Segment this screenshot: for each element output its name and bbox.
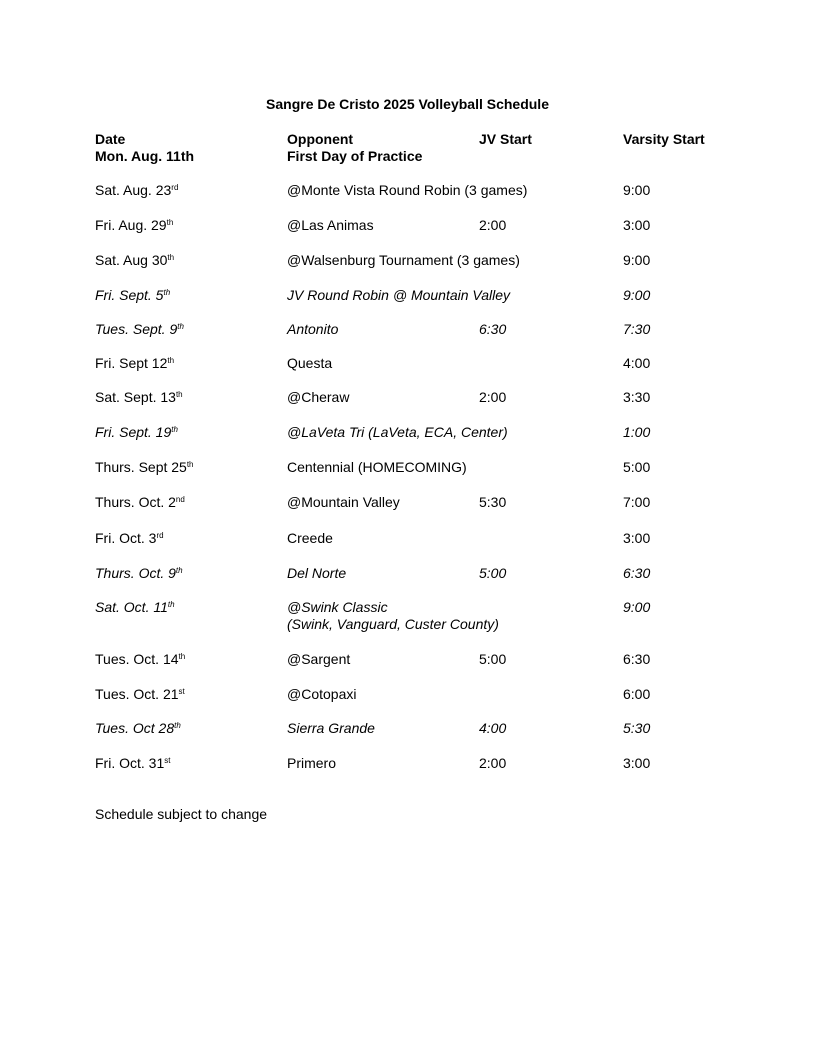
date-ordinal-suffix: th [175,390,183,399]
game-date-text: Fri. Oct. 31 [95,755,165,771]
date-ordinal-suffix: th [163,288,171,297]
opponent-text: Centennial (HOMECOMING) [287,459,467,475]
game-date-text: Tues. Oct 28 [95,720,175,736]
opponent [287,252,520,269]
varsity-start-time: 9:00 [623,599,651,615]
opponent-text: @Walsenburg Tournament (3 games) [287,252,520,268]
game-date [95,599,175,616]
varsity-start-time: 9:00 [623,182,651,198]
opponent [287,321,338,338]
game-date-text: Thurs. Sept 25 [95,459,187,475]
opponent [287,651,350,668]
game-date-text: Tues. Oct. 14 [95,651,179,667]
opponent-detail: (Swink, Vanguard, Custer County) [287,616,499,632]
varsity-start-time: 6:00 [623,686,651,702]
date-ordinal-suffix: th [167,253,175,262]
opponent [287,182,527,199]
game-date-text: Fri. Aug. 29 [95,217,167,233]
opponent-text: @Cotopaxi [287,686,357,702]
game-date-text: Thurs. Oct. 9 [95,565,176,581]
opponent [287,565,346,582]
date-ordinal-suffix: nd [175,495,185,504]
varsity-start-time: 3:00 [623,755,651,771]
opponent-text: @Las Animas [287,217,374,233]
schedule-note: Schedule subject to change [95,806,268,822]
opponent [287,424,508,441]
opponent-column-header [287,131,422,165]
game-date [95,389,183,406]
opponent-text: JV Round Robin @ Mountain Valley [287,287,511,303]
varsity-start-time: 9:00 [623,252,651,268]
opponent [287,287,510,304]
jv-start-time: 2:00 [479,389,507,405]
opponent [287,217,374,234]
date-ordinal-suffix: th [175,566,183,575]
opponent-text: @LaVeta Tri (LaVeta, ECA, Center) [287,424,508,440]
game-date-text: Thurs. Oct. 2 [95,494,176,510]
varsity-start-time: 3:30 [623,389,651,405]
opponent-text: Del Norte [287,565,347,581]
date-ordinal-suffix: th [171,425,178,434]
game-date-text: Fri. Sept. 19 [95,424,172,440]
game-date [95,182,178,199]
date-ordinal-suffix: st [178,687,185,696]
jv-start-time: 2:00 [479,755,507,771]
opponent-text: Sierra Grande [287,720,375,736]
opponent-text: @Swink Classic [287,599,388,615]
game-date-text: Sat. Aug 30 [95,252,168,268]
jv-start-time: 2:00 [479,217,507,233]
varsity-start-time: 5:30 [623,720,651,736]
date-ordinal-suffix: th [174,721,181,730]
date-ordinal-suffix: rd [171,183,179,192]
varsity-start-time: 3:00 [623,217,651,233]
date-column-header [95,131,194,165]
opponent-text: Questa [287,355,333,371]
opponent-text: @Mountain Valley [287,494,400,510]
opponent-text: Creede [287,530,333,546]
opponent-text: Antonito [287,321,339,337]
jv-start-time: 5:00 [479,565,507,581]
jv-start-header: JV Start [479,131,532,147]
game-date [95,355,174,372]
game-date [95,287,170,304]
opponent-text: @Monte Vista Round Robin (3 games) [287,182,528,198]
jv-start-time: 5:30 [479,494,507,510]
game-date [95,686,185,703]
game-date-text: Fri. Oct. 3 [95,530,157,546]
game-date [95,720,181,737]
date-ordinal-suffix: th [186,460,194,469]
game-date-text: Sat. Sept. 13 [95,389,176,405]
opponent-text: Primero [287,755,337,771]
game-date-text: Tues. Sept. 9 [95,321,178,337]
varsity-start-time: 7:00 [623,494,651,510]
opponent [287,755,336,772]
varsity-start-time: 4:00 [623,355,651,371]
game-date [95,252,174,269]
page-title: Sangre De Cristo 2025 Volleyball Schedule [266,96,549,112]
first-practice-label: First Day of Practice [287,148,423,164]
opponent-text: @Sargent [287,651,351,667]
game-date [95,565,183,582]
opponent [287,389,349,406]
game-date [95,424,178,441]
game-date [95,217,173,234]
game-date-text: Sat. Oct. 11 [95,599,168,615]
game-date [95,755,170,772]
date-ordinal-suffix: th [166,218,174,227]
game-date [95,459,194,476]
game-date [95,321,184,338]
varsity-start-time: 1:00 [623,424,651,440]
opponent [287,599,499,633]
opponent-label: Opponent [287,131,354,147]
varsity-start-time: 5:00 [623,459,651,475]
varsity-start-time: 6:30 [623,651,651,667]
opponent [287,530,333,547]
jv-start-time: 4:00 [479,720,507,736]
game-date-text: Tues. Oct. 21 [95,686,179,702]
varsity-start-header: Varsity Start [623,131,705,147]
varsity-start-time: 6:30 [623,565,651,581]
opponent [287,720,375,737]
jv-start-time: 5:00 [479,651,507,667]
date-ordinal-suffix: th [167,600,175,609]
jv-start-time: 6:30 [479,321,507,337]
opponent-text: @Cheraw [287,389,350,405]
date-label: Date [95,131,126,147]
game-date [95,494,185,511]
game-date-text: Sat. Aug. 23 [95,182,172,198]
opponent [287,459,467,476]
varsity-start-time: 9:00 [623,287,651,303]
game-date-text: Fri. Sept. 5 [95,287,164,303]
varsity-start-time: 3:00 [623,530,651,546]
game-date [95,651,185,668]
date-ordinal-suffix: th [178,652,186,661]
date-ordinal-suffix: th [167,356,175,365]
date-ordinal-suffix: th [177,322,184,331]
varsity-start-time: 7:30 [623,321,651,337]
game-date [95,530,164,547]
game-date-text: Fri. Sept 12 [95,355,168,371]
first-practice-date: Mon. Aug. 11th [95,148,195,164]
opponent [287,494,400,511]
opponent [287,686,356,703]
date-ordinal-suffix: rd [156,531,164,540]
opponent [287,355,332,372]
date-ordinal-suffix: st [164,756,171,765]
